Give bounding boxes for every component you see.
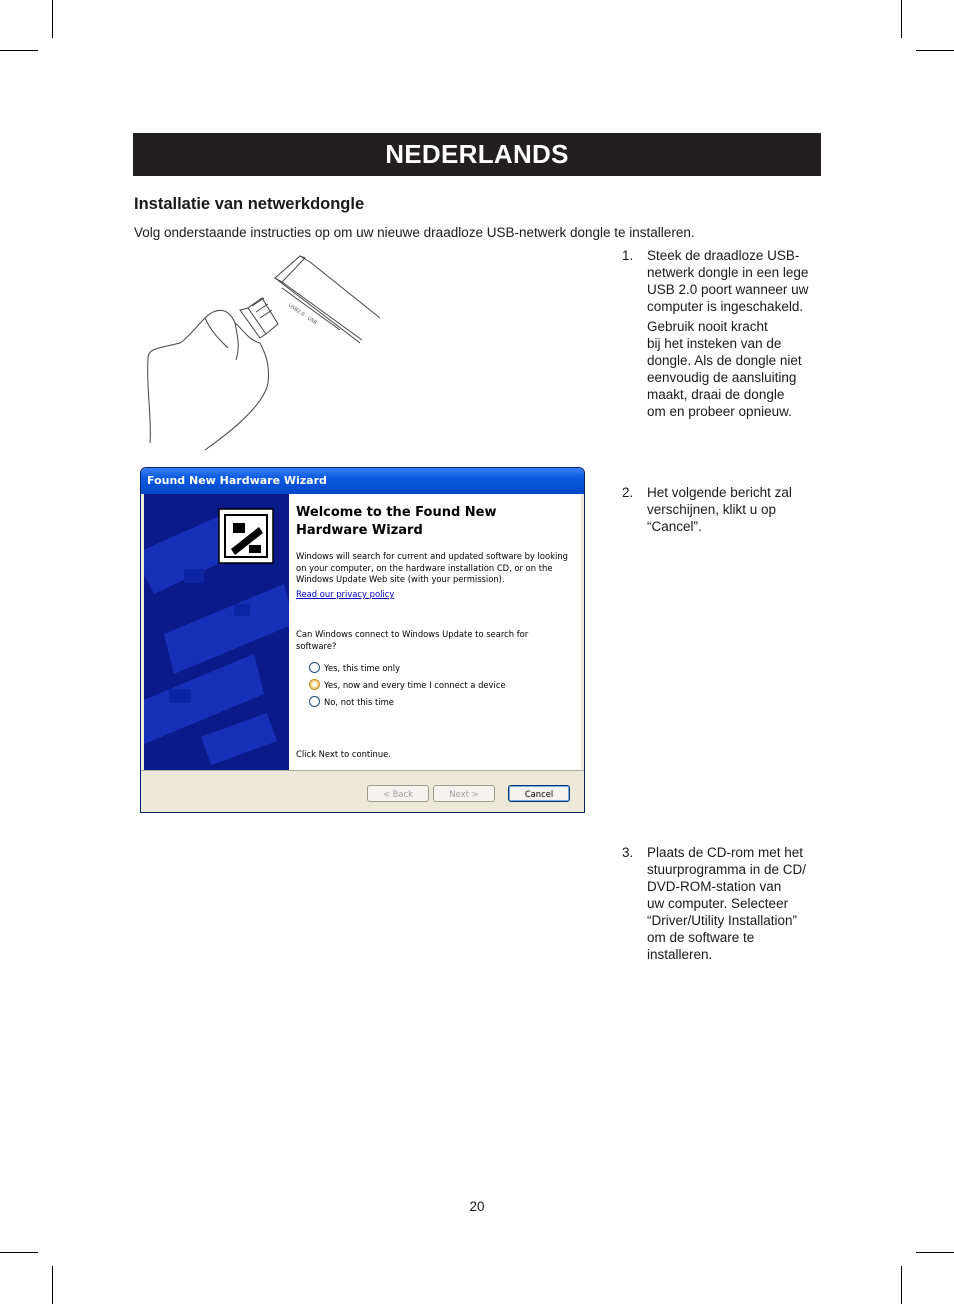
radio-circle-icon [309, 679, 320, 690]
radio-label: Yes, this time only [324, 662, 401, 673]
wizard-continue-text: Click Next to continue. [296, 749, 391, 759]
step-note: Gebruik nooit kracht bij het insteken van de dongle. Als de dongle niet eenvoudig de aansluiting maakt, draai de dongle om en probeer opnieuw. [647, 319, 802, 419]
step-1 [622, 247, 822, 420]
radio-circle-icon [309, 662, 320, 673]
radio-label: No, not this time [324, 696, 394, 707]
step-text: Steek de draadloze USB- netwerk dongle in een lege USB 2.0 poort wanneer uw computer is ingeschakeld. [647, 248, 809, 314]
hardware-icon [219, 509, 273, 563]
crop-mark [901, 0, 902, 38]
language-banner: NEDERLANDS [133, 133, 821, 176]
wizard-sidebar-graphic [144, 494, 289, 770]
radio-circle-icon [309, 696, 320, 707]
radio-yes-always[interactable] [309, 679, 506, 690]
step-number: 1. [622, 248, 634, 263]
crop-mark [52, 1266, 53, 1304]
radio-no[interactable] [309, 696, 394, 707]
radio-yes-once[interactable] [309, 662, 400, 673]
wizard-button-bar [141, 770, 584, 812]
next-button[interactable]: Next > [433, 785, 495, 802]
wizard-content [289, 494, 581, 770]
crop-mark [916, 50, 954, 51]
privacy-policy-link[interactable]: Read our privacy policy [296, 589, 395, 599]
step-3 [622, 844, 822, 963]
step-2 [622, 484, 822, 535]
radio-label: Yes, now and every time I connect a device [324, 679, 506, 690]
step-text: Het volgende bericht zal verschijnen, klikt u op “Cancel”. [647, 485, 792, 534]
crop-mark [901, 1266, 902, 1304]
crop-mark [52, 0, 53, 38]
step-number: 3. [622, 845, 634, 860]
wizard-welcome-title: Welcome to the Found New Hardware Wizard [296, 505, 497, 538]
step-text: Plaats de CD-rom met het stuurprogramma in de CD/ DVD-ROM-station van uw computer. Selecteer “Driver/Utility Installation” om de software te installeren. [647, 845, 807, 962]
dongle-insert-illustration [140, 248, 380, 456]
port-label: USB2.0 · USB [286, 302, 318, 327]
intro-text: Volg onderstaande instructies op om uw nieuwe draadloze USB-netwerk dongle te installeren. [134, 225, 695, 240]
crop-mark [916, 1252, 954, 1253]
back-button[interactable]: < Back [367, 785, 429, 802]
wizard-question: Can Windows connect to Windows Update to search for software? [296, 629, 529, 651]
step-number: 2. [622, 485, 634, 500]
section-heading: Installatie van netwerkdongle [134, 195, 365, 213]
hardware-wizard-dialog [140, 467, 585, 813]
crop-mark [0, 1252, 38, 1253]
crop-mark [0, 50, 38, 51]
cancel-button[interactable]: Cancel [508, 785, 570, 802]
wizard-description: Windows will search for current and updated software by looking on your computer, on the hardware installation CD, or on the Windows Update Web site (with your permission). [296, 551, 568, 584]
wizard-titlebar: Found New Hardware Wizard [141, 468, 584, 494]
page-number: 20 [469, 1199, 485, 1214]
